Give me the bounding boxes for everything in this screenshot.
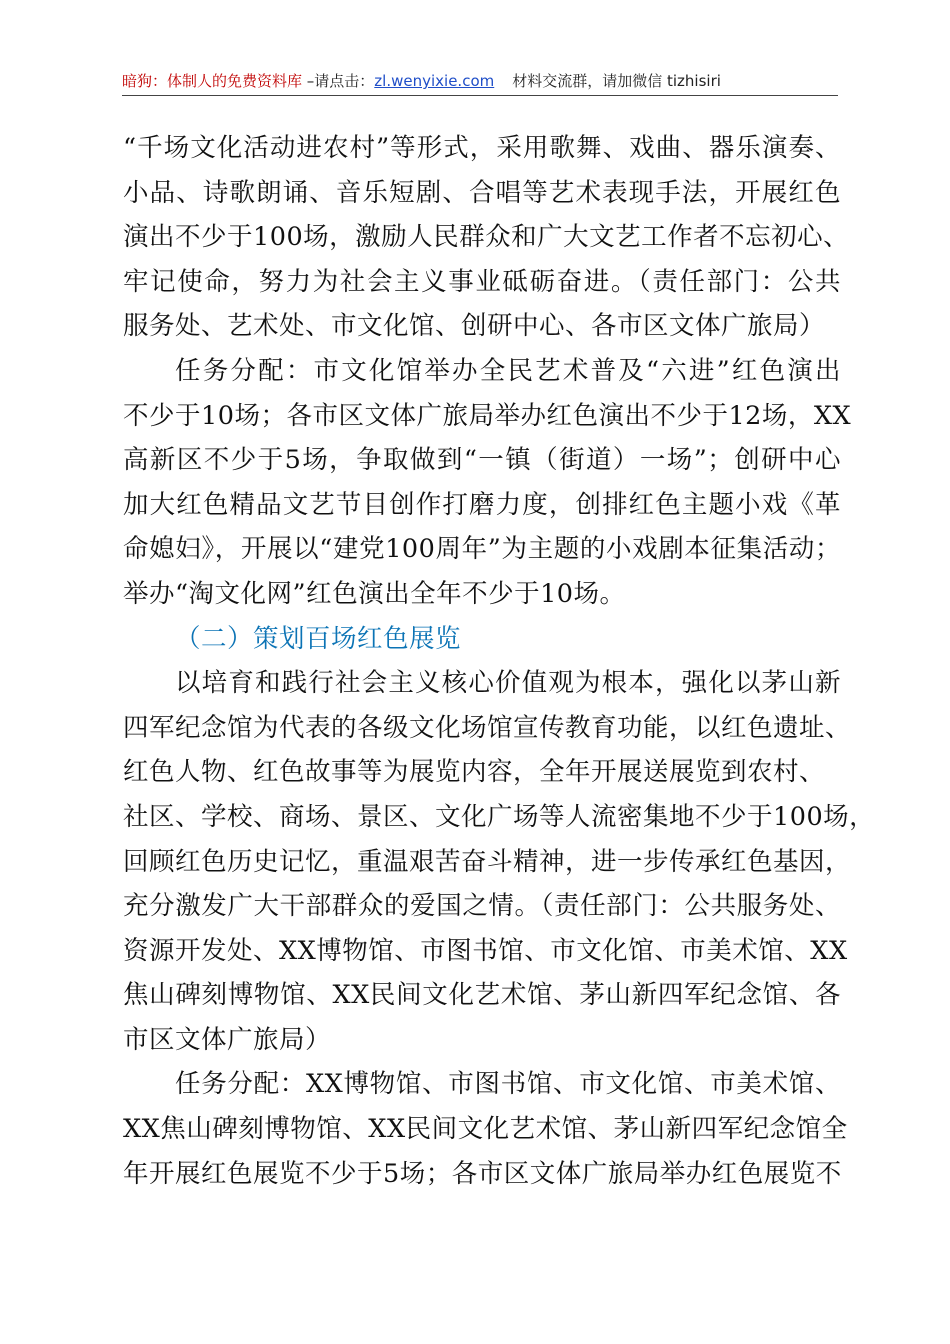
text-line: 加大红色精品文艺节目创作打磨力度，创排红色主题小戏《革	[123, 489, 841, 520]
text-line: 小品、诗歌朗诵、音乐短剧、合唱等艺术表现手法，开展红色	[123, 177, 841, 208]
text-line: 四军纪念馆为代表的各级文化场馆宣传教育功能，以红色遗址、	[123, 712, 852, 743]
text-line: 演出不少于100场，激励人民群众和广大文艺工作者不忘初心、	[123, 222, 850, 253]
paragraph-start-line: 以培育和践行社会主义核心价值观为根本，强化以茅山新	[175, 668, 841, 699]
text-line: 牢记使命，努力为社会主义事业砥砺奋进。（责任部门：公共	[123, 266, 841, 297]
header-link[interactable]: zl.wenyixie.com	[374, 72, 495, 90]
paragraph-start-line: 任务分配：市文化馆举办全民艺术普及“六进”红色演出	[175, 355, 841, 386]
text-line: 社区、学校、商场、景区、文化广场等人流密集地不少于100场，	[123, 801, 876, 832]
text-line: 红色人物、红色故事等为展览内容，全年开展送展览到农村、	[123, 757, 826, 788]
text-line: 回顾红色历史记忆，重温艰苦奋斗精神，进一步传承红色基因，	[123, 846, 852, 877]
text-line: 不少于10场；各市区文体广旅局举办红色演出不少于12场，XX	[123, 400, 852, 431]
page-header	[122, 70, 838, 94]
document-body	[123, 126, 876, 1196]
paragraph-start-line: 任务分配：XX博物馆、市图书馆、市文化馆、市美术馆、	[175, 1069, 841, 1100]
header-promo-text: 暗狗：体制人的免费资料库	[122, 72, 303, 90]
text-line: 充分激发广大干部群众的爱国之情。（责任部门：公共服务处、	[123, 891, 841, 922]
text-line: 高新区不少于5场，争取做到“一镇（街道）一场”；创研中心	[123, 445, 841, 476]
header-divider	[122, 95, 838, 96]
section-heading: （二）策划百场红色展览	[175, 623, 462, 654]
text-line: 命媳妇》，开展以“建党100周年”为主题的小戏剧本征集活动；	[123, 534, 841, 565]
text-line: 焦山碑刻博物馆、XX民间文化艺术馆、茅山新四军纪念馆、各	[123, 980, 841, 1011]
text-line: 市区文体广旅局）	[123, 1024, 332, 1055]
text-line: 服务处、艺术处、市文化馆、创研中心、各市区文体广旅局）	[123, 311, 826, 342]
text-line: “千场文化活动进农村”等形式，采用歌舞、戏曲、器乐演奏、	[123, 133, 841, 163]
text-line: 举办“淘文化网”红色演出全年不少于10场。	[123, 578, 626, 609]
text-line: 年开展红色展览不少于5场；各市区文体广旅局举办红色展览不	[123, 1158, 842, 1189]
header-contact-text: 材料交流群，请加微信 tizhisiri	[512, 72, 721, 90]
header-separator: –请点击：	[302, 72, 375, 90]
text-line: 资源开发处、XX博物馆、市图书馆、市文化馆、市美术馆、XX	[123, 935, 848, 966]
text-line: XX焦山碑刻博物馆、XX民间文化艺术馆、茅山新四军纪念馆全	[123, 1114, 848, 1145]
